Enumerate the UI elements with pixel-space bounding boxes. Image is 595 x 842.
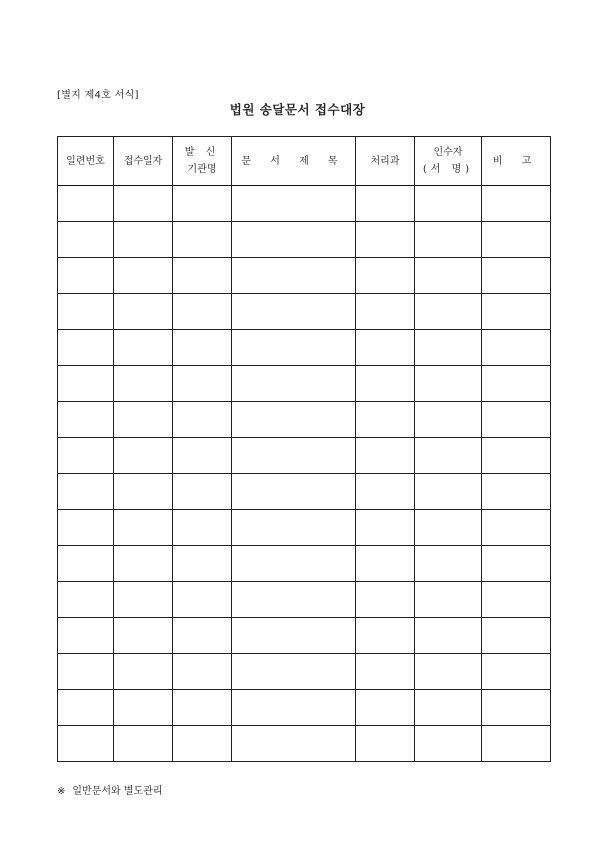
entry-cell-doc-title[interactable] <box>232 366 356 402</box>
entry-cell-serial-no[interactable] <box>58 726 114 762</box>
entry-cell-doc-title[interactable] <box>232 474 356 510</box>
entry-cell-handling-dept[interactable] <box>356 690 415 726</box>
header-handling-dept-label: 처리과 <box>370 155 400 167</box>
entry-cell-handling-dept[interactable] <box>356 222 415 258</box>
entry-cell-serial-no[interactable] <box>58 582 114 618</box>
entry-cell-receiver[interactable] <box>415 294 482 330</box>
header-serial-number <box>58 137 114 186</box>
entry-cell-doc-title[interactable] <box>232 546 356 582</box>
entry-cell-sender[interactable] <box>173 258 232 294</box>
entry-cell-serial-no[interactable] <box>58 366 114 402</box>
header-receiver-line2: (서 명) <box>422 164 474 175</box>
entry-cell-handling-dept[interactable] <box>356 726 415 762</box>
entry-cell-remarks[interactable] <box>482 690 551 726</box>
entry-cell-serial-no[interactable] <box>58 510 114 546</box>
entry-cell-receiver[interactable] <box>415 474 482 510</box>
header-receiver-line1: 인수자 <box>433 147 463 158</box>
entry-cell-doc-title[interactable] <box>232 186 356 222</box>
entry-cell-sender[interactable] <box>173 582 232 618</box>
header-receiver <box>415 137 482 186</box>
header-serial-number-label: 일련번호 <box>66 155 105 167</box>
footnote <box>57 782 163 797</box>
table-row <box>58 186 551 222</box>
table-row <box>58 402 551 438</box>
header-sender-agency <box>173 137 232 186</box>
entry-cell-sender[interactable] <box>173 222 232 258</box>
entry-cell-handling-dept[interactable] <box>356 438 415 474</box>
entry-cell-doc-title[interactable] <box>232 654 356 690</box>
entry-cell-doc-title[interactable] <box>232 222 356 258</box>
entry-cell-sender[interactable] <box>173 618 232 654</box>
entry-cell-doc-title[interactable] <box>232 438 356 474</box>
entry-cell-sender[interactable] <box>173 438 232 474</box>
table-row <box>58 330 551 366</box>
entry-cell-receipt-date[interactable] <box>114 726 173 762</box>
entry-cell-receiver[interactable] <box>415 222 482 258</box>
entry-cell-serial-no[interactable] <box>58 294 114 330</box>
entry-cell-doc-title[interactable] <box>232 618 356 654</box>
table-row <box>58 438 551 474</box>
entry-cell-remarks[interactable] <box>482 330 551 366</box>
entry-cell-serial-no[interactable] <box>58 330 114 366</box>
entry-cell-handling-dept[interactable] <box>356 402 415 438</box>
entry-cell-receiver[interactable] <box>415 510 482 546</box>
entry-cell-receipt-date[interactable] <box>114 474 173 510</box>
entry-cell-handling-dept[interactable] <box>356 618 415 654</box>
reference-mark-icon: ※ <box>57 786 66 797</box>
entry-cell-doc-title[interactable] <box>232 726 356 762</box>
entry-cell-serial-no[interactable] <box>58 438 114 474</box>
entry-cell-remarks[interactable] <box>482 654 551 690</box>
header-remarks <box>482 137 551 186</box>
entry-cell-receiver[interactable] <box>415 546 482 582</box>
entry-cell-receipt-date[interactable] <box>114 546 173 582</box>
entry-cell-receiver[interactable] <box>415 438 482 474</box>
entry-cell-doc-title[interactable] <box>232 402 356 438</box>
entry-cell-remarks[interactable] <box>482 222 551 258</box>
header-receipt-date-label: 접수일자 <box>123 155 163 167</box>
entry-cell-receipt-date[interactable] <box>114 258 173 294</box>
entry-cell-sender[interactable] <box>173 402 232 438</box>
entry-cell-handling-dept[interactable] <box>356 582 415 618</box>
table-row <box>58 654 551 690</box>
table-row <box>58 690 551 726</box>
entry-cell-receipt-date[interactable] <box>114 690 173 726</box>
header-document-title <box>232 137 356 186</box>
entry-cell-receiver[interactable] <box>415 186 482 222</box>
table-row <box>58 510 551 546</box>
entry-cell-receipt-date[interactable] <box>114 582 173 618</box>
entry-cell-handling-dept[interactable] <box>356 330 415 366</box>
entry-cell-serial-no[interactable] <box>58 690 114 726</box>
entry-cell-sender[interactable] <box>173 654 232 690</box>
entry-cell-sender[interactable] <box>173 546 232 582</box>
entry-cell-remarks[interactable] <box>482 546 551 582</box>
entry-cell-receiver[interactable] <box>415 258 482 294</box>
entry-cell-receipt-date[interactable] <box>114 366 173 402</box>
entry-cell-receipt-date[interactable] <box>114 222 173 258</box>
entry-cell-remarks[interactable] <box>482 726 551 762</box>
entry-cell-remarks[interactable] <box>482 618 551 654</box>
entry-cell-serial-no[interactable] <box>58 474 114 510</box>
entry-cell-receiver[interactable] <box>415 654 482 690</box>
header-sender-line2: 기관명 <box>187 164 217 175</box>
receipt-register-table <box>57 136 551 762</box>
entry-cell-handling-dept[interactable] <box>356 510 415 546</box>
entry-cell-remarks[interactable] <box>482 402 551 438</box>
header-sender-line1: 발 신 <box>184 147 220 158</box>
entry-cell-receiver[interactable] <box>415 582 482 618</box>
entry-cell-sender[interactable] <box>173 690 232 726</box>
entry-cell-serial-no[interactable] <box>58 186 114 222</box>
table-row <box>58 726 551 762</box>
entry-cell-serial-no[interactable] <box>58 222 114 258</box>
entry-cell-receiver[interactable] <box>415 402 482 438</box>
table-row <box>58 222 551 258</box>
table-row <box>58 546 551 582</box>
entry-cell-receipt-date[interactable] <box>114 654 173 690</box>
entry-cell-handling-dept[interactable] <box>356 546 415 582</box>
entry-cell-sender[interactable] <box>173 294 232 330</box>
entry-cell-serial-no[interactable] <box>58 546 114 582</box>
entry-cell-receipt-date[interactable] <box>114 402 173 438</box>
table-row <box>58 618 551 654</box>
table-row <box>58 582 551 618</box>
table-row <box>58 474 551 510</box>
entry-cell-doc-title[interactable] <box>232 690 356 726</box>
entry-cell-doc-title[interactable] <box>232 294 356 330</box>
entry-cell-sender[interactable] <box>173 366 232 402</box>
entry-cell-remarks[interactable] <box>482 510 551 546</box>
entry-cell-receiver[interactable] <box>415 330 482 366</box>
entry-cell-serial-no[interactable] <box>58 402 114 438</box>
header-document-title-label: 문 서 제 목 <box>241 155 346 167</box>
entry-cell-serial-no[interactable] <box>58 258 114 294</box>
entry-cell-receiver[interactable] <box>415 690 482 726</box>
entry-cell-receipt-date[interactable] <box>114 510 173 546</box>
entry-cell-doc-title[interactable] <box>232 330 356 366</box>
entry-cell-receiver[interactable] <box>415 726 482 762</box>
entry-cell-sender[interactable] <box>173 186 232 222</box>
entry-cell-handling-dept[interactable] <box>356 654 415 690</box>
table-row <box>58 258 551 294</box>
entry-cell-sender[interactable] <box>173 726 232 762</box>
table-row <box>58 294 551 330</box>
entry-cell-handling-dept[interactable] <box>356 294 415 330</box>
entry-cell-handling-dept[interactable] <box>356 258 415 294</box>
entry-cell-receipt-date[interactable] <box>114 294 173 330</box>
entry-cell-sender[interactable] <box>173 510 232 546</box>
entry-cell-receipt-date[interactable] <box>114 330 173 366</box>
entry-cell-remarks[interactable] <box>482 294 551 330</box>
entry-cell-remarks[interactable] <box>482 438 551 474</box>
table-row <box>58 366 551 402</box>
header-receipt-date <box>114 137 173 186</box>
entry-cell-handling-dept[interactable] <box>356 366 415 402</box>
entry-cell-doc-title[interactable] <box>232 258 356 294</box>
register-body <box>58 186 551 762</box>
entry-cell-remarks[interactable] <box>482 582 551 618</box>
header-row <box>58 137 551 186</box>
entry-cell-handling-dept[interactable] <box>356 186 415 222</box>
entry-cell-sender[interactable] <box>173 474 232 510</box>
form-number-label: [별지 제4호 서식] <box>57 90 139 101</box>
footnote-text: 일반문서와 별도관리 <box>72 786 163 797</box>
document-title: 법원 송달문서 접수대장 <box>229 102 366 117</box>
entry-cell-handling-dept[interactable] <box>356 474 415 510</box>
entry-cell-remarks[interactable] <box>482 474 551 510</box>
entry-cell-serial-no[interactable] <box>58 618 114 654</box>
entry-cell-receipt-date[interactable] <box>114 438 173 474</box>
header-handling-dept <box>356 137 415 186</box>
entry-cell-doc-title[interactable] <box>232 510 356 546</box>
entry-cell-doc-title[interactable] <box>232 582 356 618</box>
entry-cell-receiver[interactable] <box>415 618 482 654</box>
entry-cell-remarks[interactable] <box>482 366 551 402</box>
entry-cell-serial-no[interactable] <box>58 654 114 690</box>
header-remarks-label: 비 고 <box>492 155 540 167</box>
entry-cell-receiver[interactable] <box>415 366 482 402</box>
entry-cell-receipt-date[interactable] <box>114 618 173 654</box>
entry-cell-sender[interactable] <box>173 330 232 366</box>
entry-cell-remarks[interactable] <box>482 186 551 222</box>
entry-cell-receipt-date[interactable] <box>114 186 173 222</box>
entry-cell-remarks[interactable] <box>482 258 551 294</box>
